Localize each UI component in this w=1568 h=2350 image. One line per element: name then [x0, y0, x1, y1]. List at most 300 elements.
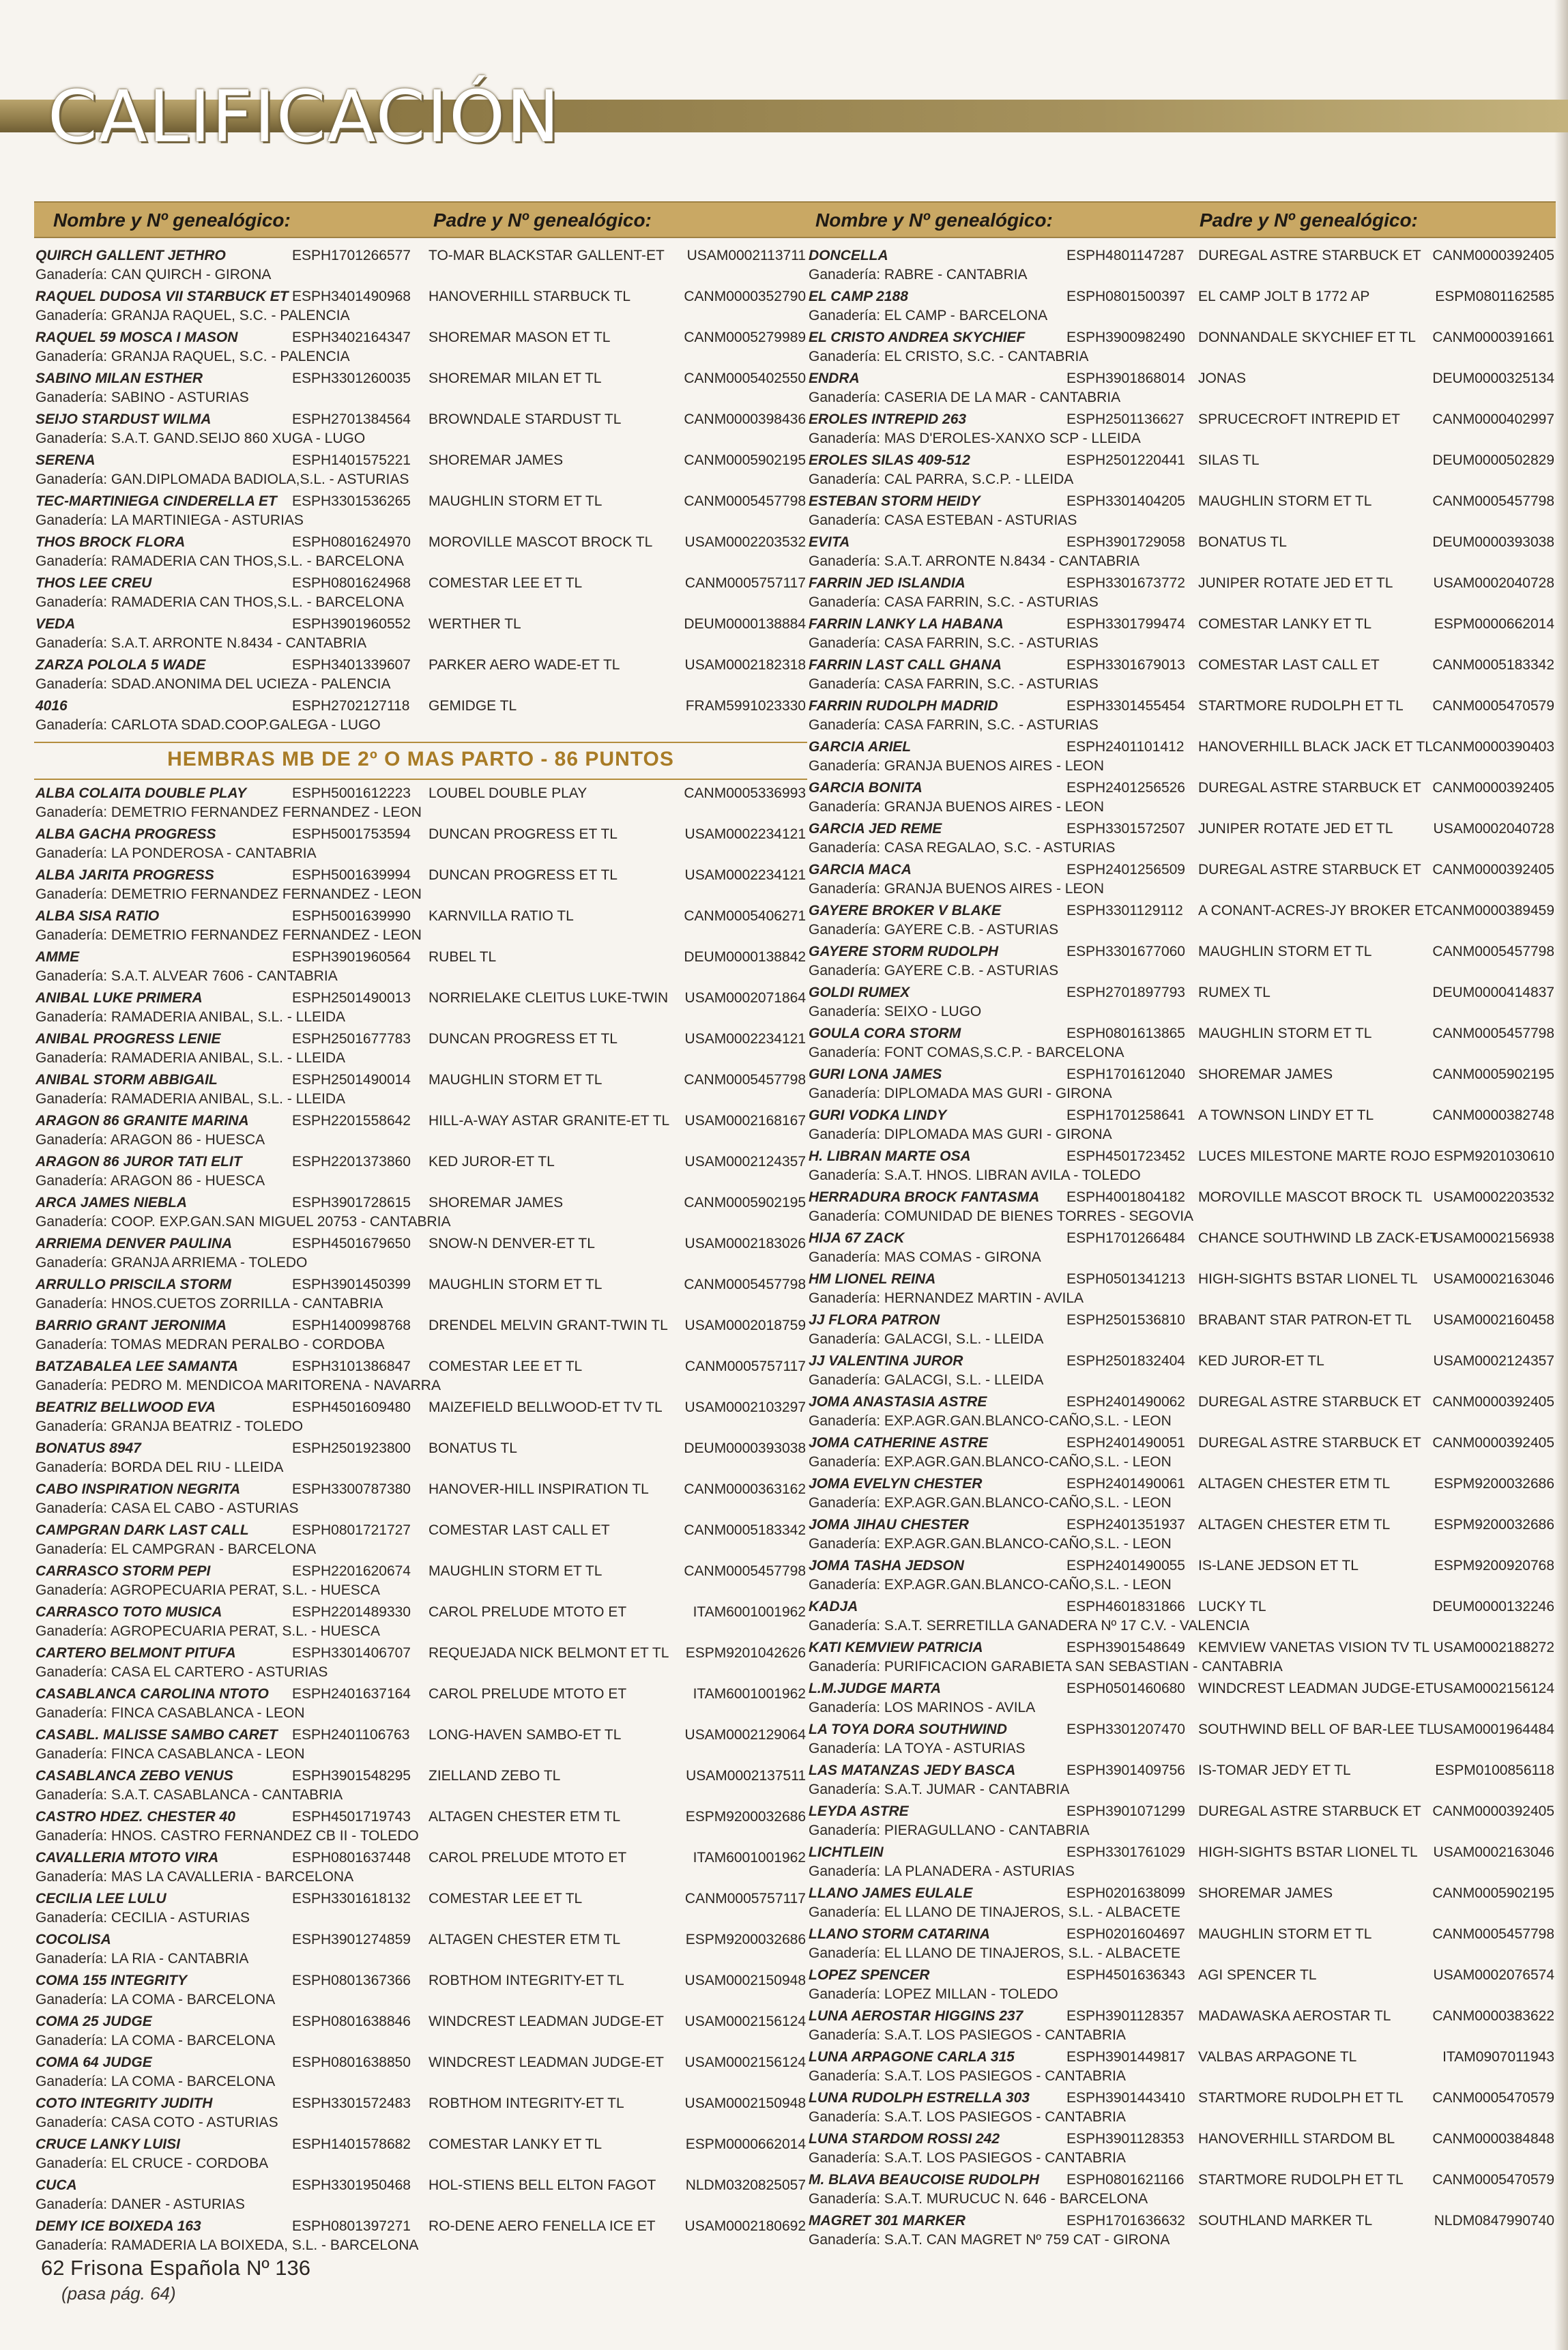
registry-entry — [807, 1147, 1556, 1188]
sire-code: CANM0005457798 — [1432, 1926, 1554, 1942]
sire-name: JONAS — [1198, 371, 1247, 386]
sire-name: ALTAGEN CHESTER ETM TL — [429, 1932, 621, 1947]
sire-name: SOUTHLAND MARKER TL — [1198, 2213, 1373, 2229]
ganaderia-line: Ganadería: EL CRISTO, S.C. - CANTABRIA — [809, 349, 1089, 364]
registry-entry — [34, 492, 807, 533]
sire-name: KEMVIEW VANETAS VISION TV TL — [1198, 1640, 1430, 1655]
registry-entry — [34, 1316, 807, 1357]
animal-name: CASABLANCA CAROLINA NTOTO — [35, 1686, 269, 1702]
sire-name: A TOWNSON LINDY ET TL — [1198, 1107, 1374, 1123]
ganaderia-line: Ganadería: RABRE - CANTABRIA — [809, 267, 1028, 282]
sire-code: CANM0005457798 — [684, 1563, 806, 1579]
sire-name: BRABANT STAR PATRON-ET TL — [1198, 1312, 1412, 1328]
sire-code: CANM0000392405 — [1432, 780, 1554, 796]
animal-name: BATZABALEA LEE SAMANTA — [35, 1359, 239, 1374]
animal-code: ESPH3901443410 — [1066, 2090, 1185, 2106]
animal-code: ESPH4501723452 — [1066, 1148, 1185, 1164]
ganaderia-line: Ganadería: DANER - ASTURIAS — [35, 2196, 245, 2212]
registry-entry — [34, 1848, 807, 1889]
animal-name: COMA 25 JUDGE — [35, 2014, 152, 2029]
right-column-header — [807, 201, 1556, 238]
registry-entry — [807, 2171, 1556, 2211]
ganaderia-line: Ganadería: S.A.T. CAN MAGRET Nº 759 CAT - GIRONA — [809, 2232, 1170, 2248]
sire-name: SOUTHWIND BELL OF BAR-LEE TL — [1198, 1722, 1435, 1737]
sire-name: LUCES MILESTONE MARTE ROJO — [1198, 1148, 1430, 1164]
registry-entry — [34, 989, 807, 1030]
sire-code: FRAM5991023330 — [685, 698, 806, 714]
issue-number: Nº 136 — [246, 2256, 311, 2280]
sire-code: USAM0002168167 — [684, 1113, 806, 1129]
sire-code: CANM0005183342 — [684, 1522, 806, 1538]
sire-code: USAM0002180692 — [684, 2218, 806, 2234]
animal-name: FARRIN LANKY LA HABANA — [809, 616, 1004, 632]
registry-entry — [807, 2089, 1556, 2130]
sire-name: AGI SPENCER TL — [1198, 1967, 1317, 1983]
animal-name: ANIBAL STORM ABBIGAIL — [35, 1072, 218, 1088]
registry-entry — [807, 1843, 1556, 1884]
ganaderia-line: Ganadería: GRANJA BEATRIZ - TOLEDO — [35, 1419, 304, 1434]
ganaderia-line: Ganadería: CECILIA - ASTURIAS — [35, 1910, 250, 1926]
animal-name: JJ VALENTINA JUROR — [809, 1353, 963, 1369]
animal-code: ESPH3301260035 — [292, 371, 411, 386]
sire-code: USAM0002203532 — [1433, 1189, 1554, 1205]
magazine-name: Frisona Española — [70, 2256, 241, 2280]
animal-name: JOMA CATHERINE ASTRE — [809, 1435, 988, 1451]
sire-name: HANOVERHILL BLACK JACK ET TL — [1198, 739, 1433, 755]
animal-name: ENDRA — [809, 371, 860, 386]
registry-entry — [807, 860, 1556, 901]
registry-entry — [807, 1515, 1556, 1556]
registry-entry — [34, 369, 807, 410]
sire-code: USAM0002163046 — [1433, 1844, 1554, 1860]
animal-code: ESPH3301618132 — [292, 1891, 411, 1906]
ganaderia-line: Ganadería: DEMETRIO FERNANDEZ FERNANDEZ - LEON — [35, 886, 422, 902]
animal-code: ESPH3301207470 — [1066, 1722, 1185, 1737]
animal-code: ESPH4501679650 — [292, 1236, 411, 1251]
animal-name: FARRIN RUDOLPH MADRID — [809, 698, 998, 714]
sire-name: IS-TOMAR JEDY ET TL — [1198, 1762, 1351, 1778]
ganaderia-line: Ganadería: EL CAMPGRAN - BARCELONA — [35, 1541, 317, 1557]
animal-code: ESPH3301799474 — [1066, 616, 1185, 632]
sire-code: CANM0005183342 — [1432, 657, 1554, 673]
sire-code: ESPM9200032686 — [685, 1809, 806, 1825]
header-name-label: Nombre y Nº genealógico: — [815, 209, 1053, 231]
registry-entry — [34, 1562, 807, 1603]
animal-name: GARCIA MACA — [809, 862, 912, 877]
ganaderia-line: Ganadería: AGROPECUARIA PERAT, S.L. - HUESCA — [35, 1623, 380, 1639]
sire-name: MAUGHLIN STORM ET TL — [429, 1563, 602, 1579]
ganaderia-line: Ganadería: GALACGI, S.L. - LLEIDA — [809, 1331, 1044, 1347]
animal-name: CRUCE LANKY LUISI — [35, 2136, 180, 2152]
left-entries-bottom — [34, 784, 807, 2258]
sire-code: CANM0005336993 — [684, 785, 806, 801]
ganaderia-line: Ganadería: CASA FARRIN, S.C. - ASTURIAS — [809, 676, 1099, 692]
registry-entry — [807, 574, 1556, 615]
registry-entry — [34, 2012, 807, 2053]
sire-code: CANM0000392405 — [1432, 1435, 1554, 1451]
ganaderia-line: Ganadería: S.A.T. LOS PASIEGOS - CANTABRIA — [809, 2150, 1126, 2166]
ganaderia-line: Ganadería: CARLOTA SDAD.COOP.GALEGA - LUGO — [35, 717, 381, 733]
sire-code: USAM0002234121 — [684, 867, 806, 883]
ganaderia-line: Ganadería: EL CRUCE - CORDOBA — [35, 2156, 269, 2171]
sire-code: USAM0002234121 — [684, 826, 806, 842]
animal-code: ESPH0201604697 — [1066, 1926, 1185, 1942]
ganaderia-line: Ganadería: PURIFICACION GARABIETA SAN SEBASTIAN - CANTABRIA — [809, 1659, 1283, 1674]
sire-code: ESPM9200032686 — [685, 1932, 806, 1947]
animal-code: ESPH1701612040 — [1066, 1067, 1185, 1082]
animal-name: QUIRCH GALLENT JETHRO — [35, 248, 226, 263]
registry-entry — [807, 983, 1556, 1024]
animal-code: ESPH0801624970 — [292, 534, 411, 550]
ganaderia-line: Ganadería: BORDA DEL RIU - LLEIDA — [35, 1460, 284, 1475]
animal-code: ESPH2501490013 — [292, 990, 411, 1006]
animal-code: ESPH3301404205 — [1066, 493, 1185, 509]
animal-code: ESPH2401490062 — [1066, 1394, 1185, 1410]
sire-name: SHOREMAR JAMES — [1198, 1885, 1333, 1901]
animal-name: EL CAMP 2188 — [809, 289, 908, 304]
registry-entry — [807, 2130, 1556, 2171]
sire-name: ZIELLAND ZEBO TL — [429, 1768, 561, 1784]
registry-entry — [34, 2053, 807, 2094]
animal-code: ESPH3901960564 — [292, 949, 411, 965]
ganaderia-line: Ganadería: S.A.T. ALVEAR 7606 - CANTABRIA — [35, 968, 338, 984]
registry-entry — [807, 1434, 1556, 1475]
registry-entry — [807, 1270, 1556, 1311]
animal-code: ESPH5001612223 — [292, 785, 411, 801]
section-divider — [34, 742, 807, 780]
sire-code: CANM0000384848 — [1432, 2131, 1554, 2147]
sire-name: RUBEL TL — [429, 949, 497, 965]
animal-name: FARRIN LAST CALL GHANA — [809, 657, 1002, 673]
sire-code: ESPM9200032686 — [1434, 1476, 1554, 1492]
sire-name: DUNCAN PROGRESS ET TL — [429, 826, 618, 842]
sire-name: HIGH-SIGHTS BSTAR LIONEL TL — [1198, 1271, 1418, 1287]
animal-name: 4016 — [35, 698, 68, 714]
ganaderia-line: Ganadería: HERNANDEZ MARTIN - AVILA — [809, 1290, 1084, 1306]
registry-entry — [807, 2048, 1556, 2089]
sire-code: USAM0002129064 — [684, 1727, 806, 1743]
animal-code: ESPH0801637448 — [292, 1850, 411, 1866]
ganaderia-line: Ganadería: S.A.T. GAND.SEIJO 860 XUGA - LUGO — [35, 431, 366, 446]
registry-entry — [34, 246, 807, 287]
sire-code: CANM0000402997 — [1432, 411, 1554, 427]
ganaderia-line: Ganadería: COMUNIDAD DE BIENES TORRES - SEGOVIA — [809, 1208, 1194, 1224]
animal-name: GURI VODKA LINDY — [809, 1107, 947, 1123]
sire-code: CANM0005757117 — [684, 1891, 806, 1906]
animal-name: CARRASCO TOTO MUSICA — [35, 1604, 222, 1620]
sire-name: DUREGAL ASTRE STARBUCK ET — [1198, 1435, 1421, 1451]
registry-entry — [34, 2217, 807, 2258]
sire-code: USAM0002156124 — [684, 2014, 806, 2029]
ganaderia-line: Ganadería: TOMAS MEDRAN PERALBO - CORDOBA — [35, 1337, 385, 1352]
ganaderia-line: Ganadería: DEMETRIO FERNANDEZ FERNANDEZ - LEON — [35, 804, 422, 820]
ganaderia-line: Ganadería: GRANJA ARRIEMA - TOLEDO — [35, 1255, 308, 1271]
sire-name: LUCKY TL — [1198, 1599, 1266, 1614]
ganaderia-line: Ganadería: S.A.T. ARRONTE N.8434 - CANTABRIA — [809, 553, 1140, 569]
animal-name: THOS LEE CREU — [35, 575, 152, 591]
animal-name: LOPEZ SPENCER — [809, 1967, 930, 1983]
animal-code: ESPH3901450399 — [292, 1277, 411, 1292]
sire-code: USAM0002124357 — [1433, 1353, 1554, 1369]
animal-code: ESPH2701384564 — [292, 411, 411, 427]
sire-name: HANOVERHILL STARBUCK TL — [429, 289, 631, 304]
ganaderia-line: Ganadería: EL CAMP - BARCELONA — [809, 308, 1048, 323]
registry-entry — [807, 1188, 1556, 1229]
animal-code: ESPH3300787380 — [292, 1481, 411, 1497]
animal-name: TEC-MARTINIEGA CINDERELLA ET — [35, 493, 277, 509]
registry-entry — [34, 784, 807, 825]
animal-code: ESPH3901728615 — [292, 1195, 411, 1210]
ganaderia-line: Ganadería: AGROPECUARIA PERAT, S.L. - HUESCA — [35, 1582, 380, 1598]
animal-code: ESPH2501220441 — [1066, 452, 1185, 468]
sire-name: CHANCE SOUTHWIND LB ZACK-ET — [1198, 1230, 1438, 1246]
registry-entry — [807, 1024, 1556, 1065]
left-column — [34, 201, 807, 2258]
sire-code: USAM0002076574 — [1433, 1967, 1554, 1983]
animal-code: ESPH2401490061 — [1066, 1476, 1185, 1492]
ganaderia-line: Ganadería: SABINO - ASTURIAS — [35, 390, 249, 405]
sire-code: USAM0002018759 — [684, 1318, 806, 1333]
sire-code: CANM0000352790 — [684, 289, 806, 304]
registry-entry — [34, 1357, 807, 1398]
ganaderia-line: Ganadería: ARAGON 86 - HUESCA — [35, 1173, 265, 1189]
sire-code: USAM0002150948 — [684, 1973, 806, 1988]
registry-entry — [807, 2211, 1556, 2252]
registry-entry — [34, 1480, 807, 1521]
animal-code: ESPH0801638850 — [292, 2055, 411, 2070]
animal-code: ESPH3901729058 — [1066, 534, 1185, 550]
animal-name: LA TOYA DORA SOUTHWIND — [809, 1722, 1007, 1737]
animal-name: SABINO MILAN ESTHER — [35, 371, 203, 386]
animal-code: ESPH3901960552 — [292, 616, 411, 632]
ganaderia-line: Ganadería: EXP.AGR.GAN.BLANCO-CAÑO,S.L. - LEON — [809, 1536, 1172, 1552]
registry-entry — [807, 369, 1556, 410]
ganaderia-line: Ganadería: GAYERE C.B. - ASTURIAS — [809, 963, 1059, 978]
animal-code: ESPH2501490014 — [292, 1072, 411, 1088]
sire-code: USAM0002183026 — [684, 1236, 806, 1251]
animal-code: ESPH1701266484 — [1066, 1230, 1185, 1246]
ganaderia-line: Ganadería: CASA FARRIN, S.C. - ASTURIAS — [809, 594, 1099, 610]
animal-code: ESPH3901128353 — [1066, 2131, 1185, 2147]
sire-name: DRENDEL MELVIN GRANT-TWIN TL — [429, 1318, 668, 1333]
sire-name: DUREGAL ASTRE STARBUCK ET — [1198, 1394, 1421, 1410]
animal-code: ESPH3901548649 — [1066, 1640, 1185, 1655]
animal-code: ESPH0801638846 — [292, 2014, 411, 2029]
animal-code: ESPH1701636632 — [1066, 2213, 1185, 2229]
animal-name: HIJA 67 ZACK — [809, 1230, 905, 1246]
animal-name: CARTERO BELMONT PITUFA — [35, 1645, 236, 1661]
ganaderia-line: Ganadería: FINCA CASABLANCA - LEON — [35, 1705, 305, 1721]
registry-entry — [34, 1071, 807, 1112]
sire-code: ESPM0000662014 — [1434, 616, 1554, 632]
registry-entry — [807, 1638, 1556, 1679]
animal-code: ESPH4601831866 — [1066, 1599, 1185, 1614]
sire-code: ESPM0100856118 — [1435, 1762, 1554, 1778]
registry-entry — [807, 1679, 1556, 1720]
sire-name: MAUGHLIN STORM ET TL — [429, 1277, 602, 1292]
sire-name: HANOVERHILL STARDOM BL — [1198, 2131, 1395, 2147]
animal-name: KADJA — [809, 1599, 858, 1614]
animal-name: EVITA — [809, 534, 850, 550]
registry-entry — [34, 1152, 807, 1193]
animal-code: ESPH3301536265 — [292, 493, 411, 509]
sire-code: DEUM0000393038 — [1432, 534, 1554, 550]
ganaderia-line: Ganadería: HNOS.CUETOS ZORRILLA - CANTABRIA — [35, 1296, 383, 1311]
ganaderia-line: Ganadería: EL LLANO DE TINAJEROS, S.L. - ALBACETE — [809, 1904, 1181, 1920]
sire-code: CANM0000383622 — [1432, 2008, 1554, 2024]
left-entries-top — [34, 246, 807, 738]
registry-entry — [807, 533, 1556, 574]
sire-code: CANM0005902195 — [684, 452, 806, 468]
registry-entry — [34, 1112, 807, 1152]
sire-name: DUREGAL ASTRE STARBUCK ET — [1198, 248, 1421, 263]
registry-entry — [807, 1229, 1556, 1270]
animal-name: LUNA STARDOM ROSSI 242 — [809, 2131, 1000, 2147]
animal-code: ESPH2701897793 — [1066, 985, 1185, 1000]
sire-name: WINDCREST LEADMAN JUDGE-ET — [429, 2014, 664, 2029]
sire-name: KED JUROR-ET TL — [1198, 1353, 1324, 1369]
title-bar-gradient — [389, 100, 1568, 132]
animal-code: ESPH5001753594 — [292, 826, 411, 842]
header-sire-label: Padre y Nº genealógico: — [433, 209, 652, 231]
sire-code: DEUM0000138842 — [684, 949, 806, 965]
animal-code: ESPH2201373860 — [292, 1154, 411, 1170]
sire-name: MAUGHLIN STORM ET TL — [1198, 493, 1372, 509]
ganaderia-line: Ganadería: LOS MARINOS - AVILA — [809, 1700, 1036, 1715]
sire-code: USAM0002188272 — [1433, 1640, 1554, 1655]
animal-name: VEDA — [35, 616, 76, 632]
animal-name: M. BLAVA BEAUCOISE RUDOLPH — [809, 2172, 1039, 2188]
animal-name: COMA 64 JUDGE — [35, 2055, 152, 2070]
animal-code: ESPH2702127118 — [292, 698, 410, 714]
ganaderia-line: Ganadería: GRANJA BUENOS AIRES - LEON — [809, 758, 1104, 774]
sire-code: CANM0005279989 — [684, 330, 806, 345]
animal-code: ESPH2401106763 — [292, 1727, 410, 1743]
sire-code: CANM0005902195 — [684, 1195, 806, 1210]
sire-name: RO-DENE AERO FENELLA ICE ET — [429, 2218, 656, 2234]
sire-code: NLDM0320825057 — [685, 2177, 806, 2193]
ganaderia-line: Ganadería: CASA FARRIN, S.C. - ASTURIAS — [809, 717, 1099, 733]
ganaderia-line: Ganadería: SDAD.ANONIMA DEL UCIEZA - PALENCIA — [35, 676, 391, 692]
registry-entry — [807, 1884, 1556, 1925]
registry-entry — [807, 246, 1556, 287]
animal-code: ESPH2201558642 — [292, 1113, 411, 1129]
animal-name: THOS BROCK FLORA — [35, 534, 186, 550]
header-sire-label: Padre y Nº genealógico: — [1200, 209, 1418, 231]
registry-entry — [807, 942, 1556, 983]
ganaderia-line: Ganadería: S.A.T. LOS PASIEGOS - CANTABRIA — [809, 2109, 1126, 2125]
sire-name: SHOREMAR JAMES — [429, 452, 564, 468]
sire-code: ESPM0000662014 — [685, 2136, 806, 2152]
ganaderia-line: Ganadería: GRANJA BUENOS AIRES - LEON — [809, 881, 1104, 897]
animal-code: ESPH0501460680 — [1066, 1681, 1185, 1696]
sire-name: ROBTHOM INTEGRITY-ET TL — [429, 1973, 624, 1988]
animal-code: ESPH3901071299 — [1066, 1803, 1185, 1819]
sire-name: DUREGAL ASTRE STARBUCK ET — [1198, 862, 1421, 877]
ganaderia-line: Ganadería: RAMADERIA ANIBAL, S.L. - LLEIDA — [35, 1091, 346, 1107]
animal-name: KATI KEMVIEW PATRICIA — [809, 1640, 983, 1655]
animal-name: COMA 155 INTEGRITY — [35, 1973, 188, 1988]
animal-name: LUNA ARPAGONE CARLA 315 — [809, 2049, 1015, 2065]
animal-name: LAS MATANZAS JEDY BASCA — [809, 1762, 1016, 1778]
sire-code: CANM0000392405 — [1432, 1394, 1554, 1410]
animal-name: JOMA TASHA JEDSON — [809, 1558, 964, 1573]
animal-name: EL CRISTO ANDREA SKYCHIEF — [809, 330, 1026, 345]
animal-code: ESPH2501832404 — [1066, 1353, 1185, 1369]
animal-code: ESPH2401256509 — [1066, 862, 1185, 877]
ganaderia-line: Ganadería: EXP.AGR.GAN.BLANCO-CAÑO,S.L. - LEON — [809, 1495, 1172, 1511]
registry-entry — [807, 656, 1556, 697]
animal-code: ESPH4801147287 — [1066, 248, 1185, 263]
sire-name: WINDCREST LEADMAN JUDGE-ET — [429, 2055, 664, 2070]
animal-name: H. LIBRAN MARTE OSA — [809, 1148, 971, 1164]
sire-name: CAROL PRELUDE MTOTO ET — [429, 1686, 627, 1702]
registry-entry — [807, 1720, 1556, 1761]
ganaderia-line: Ganadería: GAYERE C.B. - ASTURIAS — [809, 922, 1059, 938]
ganaderia-line: Ganadería: DEMETRIO FERNANDEZ FERNANDEZ - LEON — [35, 927, 422, 943]
animal-name: CASTRO HDEZ. CHESTER 40 — [35, 1809, 235, 1825]
ganaderia-line: Ganadería: CASA COTO - ASTURIAS — [35, 2115, 278, 2130]
ganaderia-line: Ganadería: EXP.AGR.GAN.BLANCO-CAÑO,S.L. - LEON — [809, 1577, 1172, 1593]
ganaderia-line: Ganadería: CASA FARRIN, S.C. - ASTURIAS — [809, 635, 1099, 651]
sire-name: SNOW-N DENVER-ET TL — [429, 1236, 595, 1251]
sire-code: CANM0005457798 — [684, 1277, 806, 1292]
sire-name: HANOVER-HILL INSPIRATION TL — [429, 1481, 649, 1497]
animal-name: ALBA COLAITA DOUBLE PLAY — [35, 785, 247, 801]
registry-entry — [807, 901, 1556, 942]
registry-entry — [807, 1761, 1556, 1802]
animal-code: ESPH3301673772 — [1066, 575, 1185, 591]
animal-code: ESPH3301679013 — [1066, 657, 1185, 673]
sire-name: HIGH-SIGHTS BSTAR LIONEL TL — [1198, 1844, 1418, 1860]
sire-name: ALTAGEN CHESTER ETM TL — [429, 1809, 621, 1825]
ganaderia-line: Ganadería: LA COMA - BARCELONA — [35, 1992, 276, 2007]
animal-name: HERRADURA BROCK FANTASMA — [809, 1189, 1040, 1205]
registry-entry — [807, 1597, 1556, 1638]
sire-code: USAM0002156938 — [1433, 1230, 1554, 1246]
ganaderia-line: Ganadería: CASA ESTEBAN - ASTURIAS — [809, 512, 1077, 528]
sire-code: USAM0002103297 — [684, 1399, 806, 1415]
animal-name: LLANO STORM CATARINA — [809, 1926, 990, 1942]
sire-code: ITAM0907011943 — [1442, 2049, 1554, 2065]
sire-name: STARTMORE RUDOLPH ET TL — [1198, 2172, 1404, 2188]
sire-name: STARTMORE RUDOLPH ET TL — [1198, 2090, 1404, 2106]
registry-entry — [807, 451, 1556, 492]
registry-entry — [34, 825, 807, 866]
animal-code: ESPH2401351937 — [1066, 1517, 1185, 1533]
animal-code: ESPH3401490968 — [292, 289, 411, 304]
animal-code: ESPH3301406707 — [292, 1645, 411, 1661]
registry-entry — [807, 1393, 1556, 1434]
sire-name: DUNCAN PROGRESS ET TL — [429, 867, 618, 883]
animal-name: RAQUEL DUDOSA VII STARBUCK ET — [35, 289, 289, 304]
animal-code: ESPH3301950468 — [292, 2177, 411, 2193]
ganaderia-line: Ganadería: CASA REGALAO, S.C. - ASTURIAS — [809, 840, 1116, 856]
animal-name: JOMA EVELYN CHESTER — [809, 1476, 983, 1492]
section-title-banner — [0, 75, 1568, 158]
registry-entry — [34, 328, 807, 369]
animal-code: ESPH0501341213 — [1066, 1271, 1185, 1287]
ganaderia-line: Ganadería: GALACGI, S.L. - LLEIDA — [809, 1372, 1044, 1388]
sire-name: BROWNDALE STARDUST TL — [429, 411, 622, 427]
registry-entry — [34, 1234, 807, 1275]
sire-name: RUMEX TL — [1198, 985, 1271, 1000]
animal-code: ESPH3401339607 — [292, 657, 411, 673]
animal-name: ZARZA POLOLA 5 WADE — [35, 657, 206, 673]
sire-code: CANM0000392405 — [1432, 1803, 1554, 1819]
sire-code: ESPM9200032686 — [1434, 1517, 1554, 1533]
page-footer — [41, 2256, 310, 2280]
